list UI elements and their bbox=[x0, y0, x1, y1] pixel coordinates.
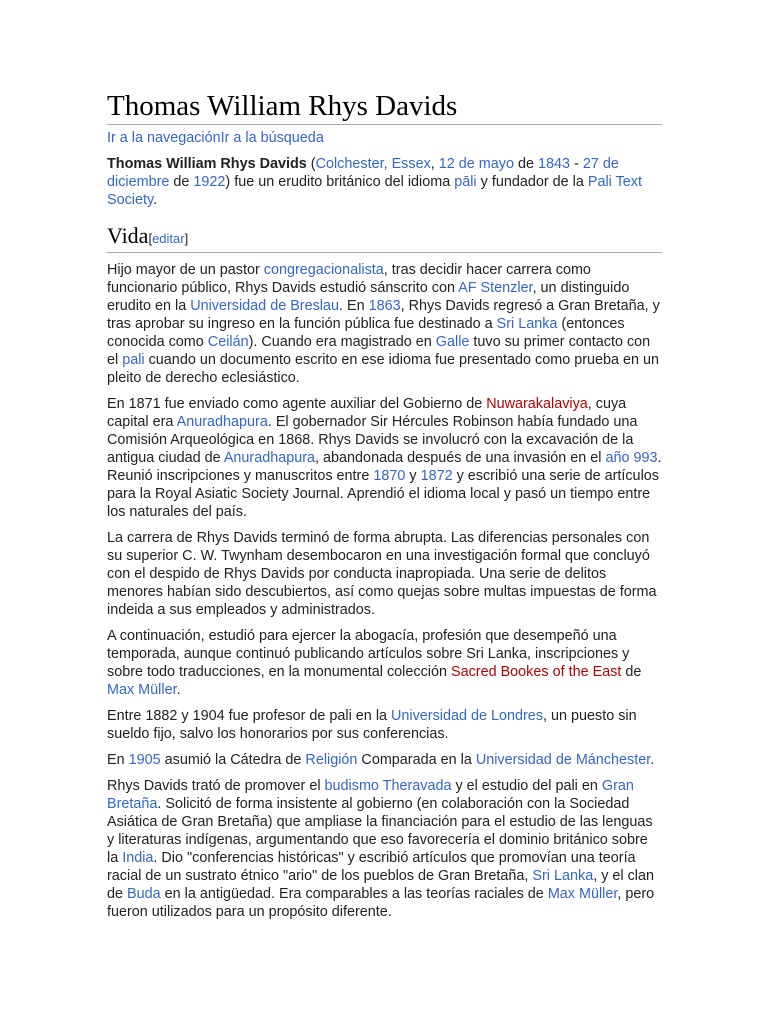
text-span: . bbox=[153, 192, 158, 208]
text-span: , abandonada después de una invasión en el bbox=[315, 450, 606, 466]
text-span: de bbox=[169, 174, 194, 190]
text-span: , tras decidir hacer carrera como funcionario público, Rhys Davids estudió sánscrito con bbox=[107, 262, 591, 296]
paragraph-7 bbox=[107, 777, 662, 921]
edit-section-link[interactable]: editar bbox=[152, 231, 185, 246]
text-span: , un puesto sin sueldo fijo, salvo los honorarios por sus conferencias. bbox=[107, 708, 637, 742]
paragraph-2 bbox=[107, 395, 662, 521]
text-span: , pero fueron utilizados para un propósito diferente. bbox=[107, 886, 655, 920]
link-1922[interactable]: 1922 bbox=[193, 174, 226, 190]
text-span: de bbox=[513, 156, 538, 172]
text-span: , y el clan de bbox=[107, 868, 654, 902]
text-span: En bbox=[107, 752, 129, 768]
text-span: Comparada en la bbox=[357, 752, 476, 768]
text-span: tuvo su primer contacto con el bbox=[107, 334, 651, 368]
link-sri-lanka-2[interactable]: Sri Lanka bbox=[532, 868, 594, 884]
section-heading-text: Vida bbox=[107, 223, 149, 248]
link-religion[interactable]: Religión bbox=[305, 752, 358, 768]
paragraph-1 bbox=[107, 261, 662, 387]
text-span: . Reunió inscripciones y manuscritos entre bbox=[107, 450, 662, 484]
text-span: asumió la Cátedra de bbox=[160, 752, 306, 768]
text-span: (entonces conocida como bbox=[107, 316, 625, 350]
text-span: Entre 1882 y 1904 fue profesor de pali en la bbox=[107, 708, 392, 724]
jump-to-navigation-link[interactable]: Ir a la navegación bbox=[107, 130, 221, 146]
link-af-stenzler[interactable]: AF Stenzler bbox=[458, 280, 533, 296]
section-heading-vida bbox=[107, 223, 662, 253]
lead-paragraph bbox=[107, 155, 662, 209]
text-span: . En bbox=[339, 298, 369, 314]
text-span: en la antigüedad. Era comparables a las teorías raciales de bbox=[160, 886, 548, 902]
paragraph-4 bbox=[107, 627, 662, 699]
link-max-muller[interactable]: Max Müller bbox=[107, 682, 177, 698]
text-span: , bbox=[430, 156, 439, 172]
jump-to-search-link[interactable]: Ir a la búsqueda bbox=[220, 130, 324, 146]
edit-section bbox=[148, 231, 188, 246]
link-pali-text-society[interactable]: Pali Text Society bbox=[107, 174, 642, 208]
link-budismo-theravada[interactable]: budismo Theravada bbox=[324, 778, 452, 794]
link-galle[interactable]: Galle bbox=[435, 334, 470, 350]
text-span: . bbox=[650, 752, 655, 768]
text-span: ). Cuando era magistrado en bbox=[248, 334, 436, 350]
link-anuradhapura[interactable]: Anuradhapura bbox=[176, 414, 268, 430]
edit-bracket-open: [ bbox=[148, 231, 153, 246]
link-12-mayo[interactable]: 12 de mayo bbox=[438, 156, 514, 172]
text-span: Hijo mayor de un pastor bbox=[107, 262, 264, 278]
link-1872[interactable]: 1872 bbox=[420, 468, 453, 484]
link-sri-lanka[interactable]: Sri Lanka bbox=[496, 316, 558, 332]
text-span: . bbox=[176, 682, 181, 698]
link-universidad-londres[interactable]: Universidad de Londres bbox=[391, 708, 544, 724]
link-1863[interactable]: 1863 bbox=[368, 298, 401, 314]
text-span: - bbox=[570, 156, 583, 172]
link-gran-bretana[interactable]: Gran Bretaña bbox=[107, 778, 634, 812]
paragraph-5 bbox=[107, 707, 662, 743]
link-colchester[interactable]: Colchester, Essex bbox=[315, 156, 431, 172]
link-india[interactable]: India bbox=[122, 850, 154, 866]
link-pali[interactable]: pāli bbox=[454, 174, 477, 190]
link-buda[interactable]: Buda bbox=[127, 886, 161, 902]
link-anuradhapura-2[interactable]: Anuradhapura bbox=[223, 450, 316, 466]
text-span: Rhys Davids trató de promover el bbox=[107, 778, 325, 794]
text-span: y escribió una serie de artículos para la Royal Asiatic Society Journal. Aprendió el idioma local y pasó un tiempo entre los naturales del país. bbox=[107, 468, 659, 520]
page-title: Thomas William Rhys Davids bbox=[107, 88, 662, 125]
text-span: ( bbox=[306, 156, 316, 172]
text-span: , cuya capital era bbox=[107, 396, 627, 430]
article-page bbox=[107, 88, 662, 929]
text-span: A continuación, estudió para ejercer la abogacía, profesión que desempeñó una temporada, aunque continuó publicando artículos sobre Sri Lanka, inscripciones y sobre todo traducciones, en la monumental colección bbox=[107, 628, 630, 680]
link-universidad-breslau[interactable]: Universidad de Breslau bbox=[190, 298, 339, 314]
text-span: de bbox=[621, 664, 642, 680]
text-span: . Dio "conferencias históricas" y escribió artículos que promovían una teoría racial de un sustrato étnico "ario" de los pueblos de Gran Bretaña, bbox=[107, 850, 636, 884]
link-1905[interactable]: 1905 bbox=[128, 752, 161, 768]
link-universidad-manchester[interactable]: Universidad de Mánchester bbox=[475, 752, 651, 768]
link-1843[interactable]: 1843 bbox=[538, 156, 571, 172]
paragraph-6 bbox=[107, 751, 662, 769]
redlink-sacred-books-east[interactable]: Sacred Bookes of the East bbox=[450, 664, 622, 680]
paragraph-3 bbox=[107, 529, 662, 619]
redlink-nuwarakalaviya[interactable]: Nuwarakalaviya bbox=[486, 396, 588, 412]
link-27-diciembre[interactable]: 27 de diciembre bbox=[107, 156, 619, 190]
link-congregacionalista[interactable]: congregacionalista bbox=[263, 262, 384, 278]
text-span: . Solicitó de forma insistente al gobierno (en colaboración con la Sociedad Asiática de Gran Bretaña) que ampliase la financiación para el estudio de las lenguas y literaturas indígenas, argumentando que eso favorecería el dominio británico sobre la bbox=[107, 796, 653, 866]
text-span: , un distinguido erudito en la bbox=[107, 280, 630, 314]
text-span: y bbox=[405, 468, 421, 484]
article-subject-name: Thomas William Rhys Davids bbox=[107, 156, 307, 172]
link-ano-993[interactable]: año 993 bbox=[605, 450, 658, 466]
text-span: . El gobernador Sir Hércules Robinson había fundado una Comisión Arqueológica en 1868. Rhys Davids se involucró con la excavación de la antigua ciudad de bbox=[107, 414, 638, 466]
text-span: , Rhys Davids regresó a Gran Bretaña, y tras aprobar su ingreso en la función pública fue destinado a bbox=[107, 298, 660, 332]
edit-bracket-close: ] bbox=[184, 231, 189, 246]
text-span: ) fue un erudito británico del idioma bbox=[225, 174, 455, 190]
text-span: La carrera de Rhys Davids terminó de forma abrupta. Las diferencias personales con su superior C. W. Twynham desembocaron en una investigación formal que concluyó con el despido de Rhys Davids por conducta inapropiada. Una serie de delitos menores habían sido descubiertos, así como quejas sobre multas impuestas de forma indeida a sus empleados y administrados. bbox=[107, 530, 657, 618]
link-ceilan[interactable]: Ceilán bbox=[207, 334, 249, 350]
text-span: En 1871 fue enviado como agente auxiliar del Gobierno de bbox=[107, 396, 487, 412]
link-max-muller-2[interactable]: Max Müller bbox=[547, 886, 618, 902]
link-1870[interactable]: 1870 bbox=[373, 468, 406, 484]
text-span: cuando un documento escrito en ese idioma fue presentado como prueba en un pleito de derecho eclesiástico. bbox=[107, 352, 660, 386]
jump-links bbox=[107, 129, 662, 147]
text-span: y el estudio del pali en bbox=[451, 778, 602, 794]
link-pali-language[interactable]: pali bbox=[122, 352, 145, 368]
text-span: y fundador de la bbox=[476, 174, 588, 190]
